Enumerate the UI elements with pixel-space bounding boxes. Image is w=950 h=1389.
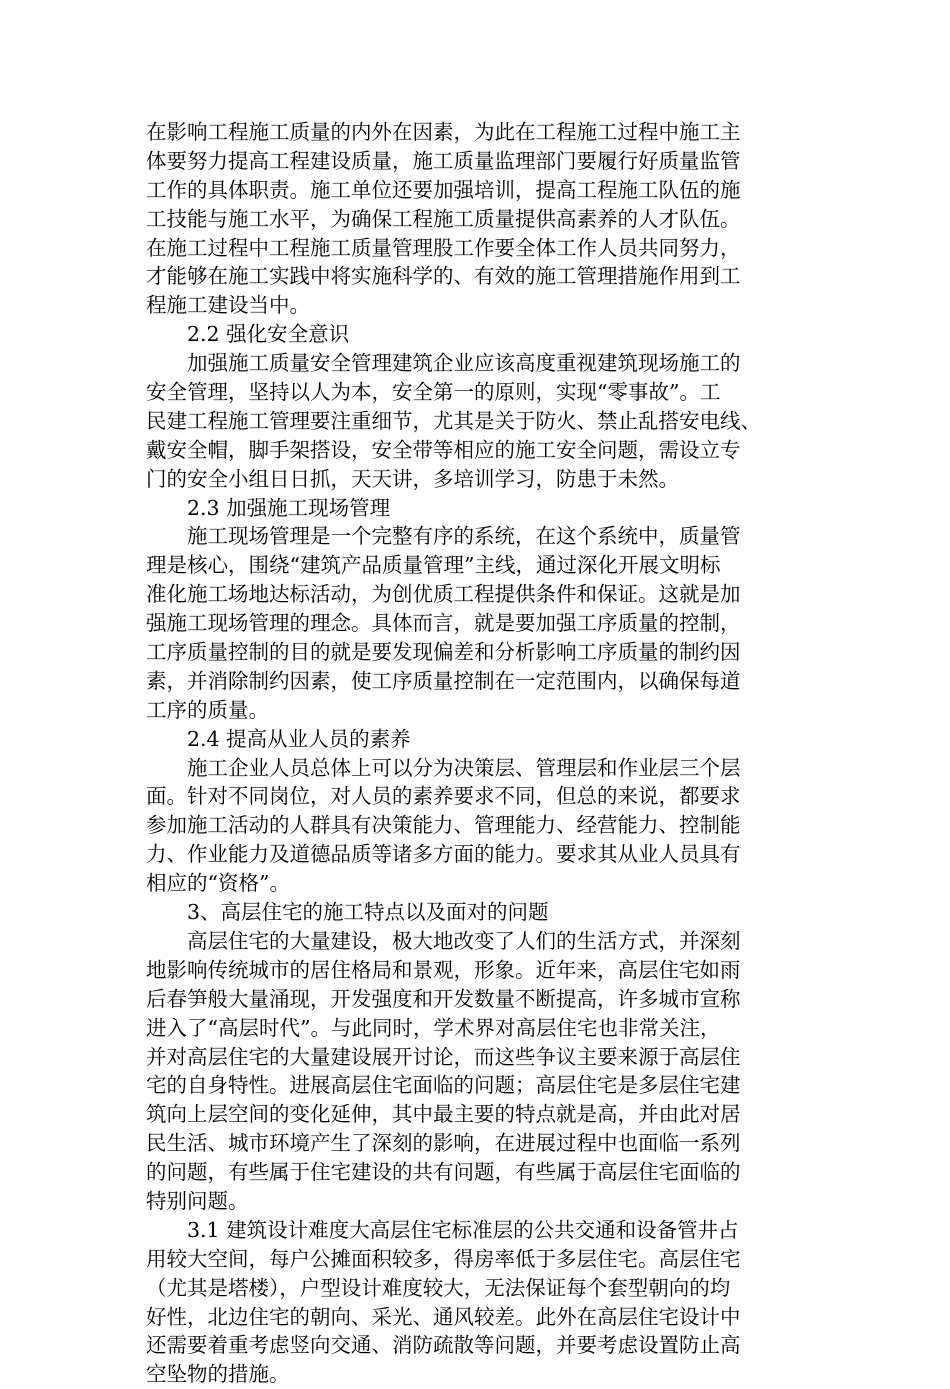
text-line: 民建工程施工管理要注重细节，尤其是关于防火、禁止乱搭安电线、 <box>146 408 761 433</box>
text-line: 素，并消除制约因素，使工序质量控制在一定范围内，以确保每道 <box>146 668 741 693</box>
text-line: 施工企业人员总体上可以分为决策层、管理层和作业层三个层 <box>187 755 741 780</box>
text-line: 参加施工活动的人群具有决策能力、管理能力、经营能力、控制能 <box>146 813 741 838</box>
text-line: 3.1 建筑设计难度大高层住宅标准层的公共交通和设备管井占 <box>187 1217 739 1242</box>
text-line: 力、作业能力及道德品质等诸多方面的能力。要求其从业人员具有 <box>146 842 741 867</box>
text-line: 并对高层住宅的大量建设展开讨论，而这些争议主要来源于高层住 <box>146 1044 741 1069</box>
text-line: 筑向上层空间的变化延伸，其中最主要的特点就是高，并由此对居 <box>146 1102 741 1127</box>
text-line: （尤其是塔楼），户型设计难度较大，无法保证每个套型朝向的均 <box>146 1275 731 1300</box>
text-line: 特别问题。 <box>146 1188 249 1213</box>
document-body <box>146 118 814 1389</box>
text-line: 工作的具体职责。施工单位还要加强培训，提高工程施工队伍的施 <box>146 177 741 202</box>
text-line: 在影响工程施工质量的内外在因素，为此在工程施工过程中施工主 <box>146 120 741 144</box>
text-line: 进入了“高层时代”。与此同时，学术界对高层住宅也非常关注， <box>146 1015 721 1040</box>
text-line: 施工现场管理是一个完整有序的系统，在这个系统中，质量管 <box>187 524 741 549</box>
text-line: 戴安全帽，脚手架搭设，安全带等相应的施工安全问题，需设立专 <box>146 437 741 462</box>
text-line: 空坠物的措施。 <box>146 1362 290 1387</box>
text-line: 强施工现场管理的理念。具体而言，就是要加强工序质量的控制， <box>146 611 741 636</box>
text-line: 高层住宅的大量建设，极大地改变了人们的生活方式，并深刻 <box>187 928 741 953</box>
text-line: 工序的质量。 <box>146 697 269 722</box>
text-line: 在施工过程中工程施工质量管理股工作要全体工作人员共同努力， <box>146 235 741 260</box>
text-line: 3、高层住宅的施工特点以及面对的问题 <box>187 900 549 925</box>
text-line: 体要努力提高工程建设质量，施工质量监理部门要履行好质量监管 <box>146 148 741 173</box>
text-line: 宅的自身特性。进展高层住宅面临的问题；高层住宅是多层住宅建 <box>146 1073 741 1098</box>
text-line: 准化施工场地达标活动，为创优质工程提供条件和保证。这就是加 <box>146 582 741 607</box>
text-line: 地影响传统城市的居住格局和景观，形象。近年来，高层住宅如雨 <box>146 957 741 982</box>
text-line: 2.4 提高从业人员的素养 <box>187 726 411 751</box>
text-line: 2.2 强化安全意识 <box>187 322 350 347</box>
text-line: 门的安全小组日日抓，天天讲，多培训学习，防患于未然。 <box>146 466 679 491</box>
text-line: 程施工建设当中。 <box>146 293 310 318</box>
text-line: 好性，北边住宅的朝向、采光、通风较差。此外在高层住宅设计中 <box>146 1304 741 1329</box>
text-line: 民生活、城市环境产生了深刻的影响，在进展过程中也面临一系列 <box>146 1131 741 1156</box>
text-line: 的问题，有些属于住宅建设的共有问题，有些属于高层住宅面临的 <box>146 1160 741 1185</box>
text-line: 加强施工质量安全管理建筑企业应该高度重视建筑现场施工的 <box>187 351 741 376</box>
text-line: 2.3 加强施工现场管理 <box>187 495 391 520</box>
text-line: 面。针对不同岗位，对人员的素养要求不同，但总的来说，都要求 <box>146 784 741 809</box>
text-line: 工序质量控制的目的就是要发现偏差和分析影响工序质量的制约因 <box>146 640 741 665</box>
text-line: 工技能与施工水平，为确保工程施工质量提供高素养的人才队伍。 <box>146 206 741 231</box>
text-line: 理是核心，围绕“建筑产品质量管理”主线，通过深化开展文明标 <box>146 553 721 578</box>
text-line: 才能够在施工实践中将实施科学的、有效的施工管理措施作用到工 <box>146 264 741 289</box>
text-line: 后春笋般大量涌现，开发强度和开发数量不断提高，许多城市宣称 <box>146 986 741 1011</box>
text-line: 相应的“资格”。 <box>146 871 290 896</box>
text-line: 还需要着重考虑竖向交通、消防疏散等问题，并要考虑设置防止高 <box>146 1333 741 1358</box>
text-line: 安全管理，坚持以人为本，安全第一的原则，实现“零事故”。工 <box>146 380 721 405</box>
text-line: 用较大空间，每户公摊面积较多，得房率低于多层住宅。高层住宅 <box>146 1246 741 1271</box>
